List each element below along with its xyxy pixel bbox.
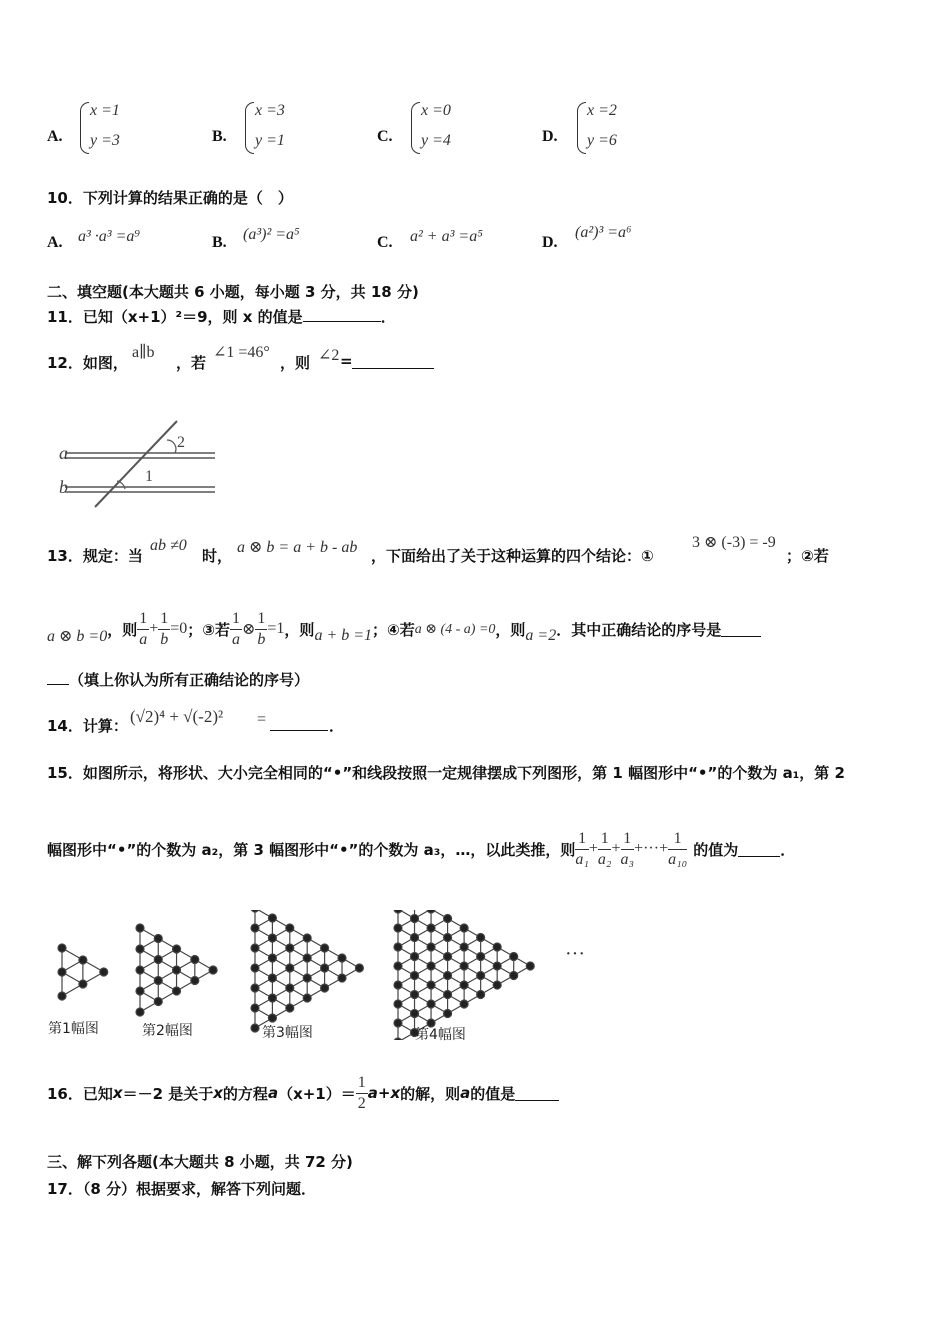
dot — [460, 962, 468, 970]
q13-conclusion-1: 3 ⊗ (-3) = -9 — [692, 534, 776, 551]
dot — [510, 972, 518, 980]
q13-line-2 — [47, 604, 761, 654]
dot-pattern-figure-2 — [136, 924, 217, 1016]
dot — [58, 968, 66, 976]
dot — [394, 1038, 402, 1040]
denominator: a — [231, 630, 240, 648]
q13-then-2: ，则 — [107, 620, 138, 639]
caption-figure-1: 第1幅图 — [48, 1021, 99, 1037]
caption-figure-3: 第3幅图 — [262, 1025, 313, 1041]
q9-option-b-brace — [245, 102, 254, 154]
q14-answer-blank[interactable] — [270, 716, 328, 731]
q16-var-x2: x — [213, 1084, 223, 1102]
q13-frac-2a — [230, 609, 242, 650]
dot — [321, 964, 329, 972]
dot — [427, 910, 435, 913]
dot — [303, 994, 311, 1002]
q10-option-a-expr: a³ ·a³ =a⁹ — [78, 228, 140, 245]
dot — [58, 944, 66, 952]
q14-pre: 14．计算： — [47, 717, 128, 735]
q13-cond-4: a ⊗ (4 - a) =0 — [414, 621, 496, 637]
q17: 17．（8 分）根据要求，解答下列问题． — [47, 1180, 317, 1198]
dot — [477, 934, 485, 942]
q13-result-4: a =2 — [525, 627, 557, 644]
dot — [510, 953, 518, 961]
q13-intro: ，下面给出了关于这种运算的四个结论：① — [371, 547, 654, 565]
denominator: a₁₀ — [668, 850, 688, 868]
dot — [136, 1008, 144, 1016]
q9-option-a-label: A. — [47, 128, 63, 145]
dot — [411, 1010, 419, 1018]
dot — [460, 924, 468, 932]
dot — [411, 972, 419, 980]
dot — [444, 915, 452, 923]
q9-option-b-eq2: y =1 — [255, 132, 285, 149]
dot — [444, 972, 452, 980]
q14-equals: = — [257, 711, 267, 728]
dot — [191, 977, 199, 985]
q9-option-a-eq1: x =1 — [90, 102, 120, 119]
q15-line-1: 15．如图所示，将形状、大小完全相同的“•”和线段按照一定规律摆成下列图形，第 1 幅图形中“•”的个数为 a₁，第 2 — [47, 764, 845, 782]
q12-parallel: a∥b — [132, 344, 155, 361]
dot — [268, 994, 276, 1002]
q16-solution-word: 的解，则 — [400, 1084, 461, 1103]
dot — [338, 974, 346, 982]
dot — [154, 956, 162, 964]
dot — [268, 934, 276, 942]
q16-pre: 16．已知 — [47, 1084, 113, 1103]
dot — [154, 998, 162, 1006]
dot — [173, 945, 181, 953]
q16-question: 的值是 — [470, 1084, 516, 1103]
q13-cond-3: =1 — [267, 620, 285, 637]
plus-sign: + — [149, 620, 159, 637]
label-angle-1: 1 — [145, 468, 153, 485]
q16-equation-rhs: a+x — [367, 1084, 401, 1102]
dot — [444, 1010, 452, 1018]
q12-pre: 12．如图， — [47, 354, 128, 372]
q15-question: 的值为 — [693, 840, 739, 859]
dot — [477, 953, 485, 961]
section-3-heading: 三、解下列各题(本大题共 8 小题，共 72 分) — [47, 1153, 353, 1171]
dot — [303, 934, 311, 942]
dot — [154, 977, 162, 985]
q9-option-c-eq1: x =0 — [421, 102, 451, 119]
q10-option-b-label: B. — [212, 234, 227, 251]
q9-option-b-eq1: x =3 — [255, 102, 285, 119]
q15-frac-3 — [621, 829, 635, 870]
q15-frac-2 — [598, 829, 612, 870]
denominator: a₃ — [620, 850, 635, 868]
dot — [100, 968, 108, 976]
dot — [136, 924, 144, 932]
dot — [394, 1000, 402, 1008]
q12-parallel-lines-figure — [55, 415, 220, 510]
numerator: 1 — [137, 609, 149, 630]
q9-option-c-eq2: y =4 — [421, 132, 451, 149]
dot — [251, 1004, 259, 1012]
dot — [286, 944, 294, 952]
dot — [355, 964, 363, 972]
denominator: a₂ — [597, 850, 612, 868]
q12-if: ，若 — [176, 354, 207, 372]
dot — [460, 1000, 468, 1008]
dot — [286, 984, 294, 992]
q16-equation-word: 的方程 — [222, 1084, 268, 1103]
q15-frac-1 — [575, 829, 589, 870]
numerator: 1 — [598, 829, 612, 850]
dot — [411, 934, 419, 942]
dot — [303, 974, 311, 982]
dot — [268, 914, 276, 922]
dot — [394, 924, 402, 932]
dot — [251, 964, 259, 972]
dot — [493, 943, 501, 951]
dot — [268, 954, 276, 962]
q13-condition: ab ≠0 — [150, 537, 187, 554]
label-b: b — [59, 477, 68, 497]
numerator: 1 — [668, 829, 687, 850]
dot — [394, 943, 402, 951]
q16 — [47, 1068, 559, 1118]
dot — [251, 910, 259, 912]
dot — [303, 954, 311, 962]
dot — [427, 943, 435, 951]
dot — [427, 924, 435, 932]
dot — [321, 944, 329, 952]
dot — [251, 1024, 259, 1032]
q15-frac-10 — [668, 829, 687, 870]
q16-var-x: x — [112, 1084, 123, 1102]
dot — [268, 974, 276, 982]
dot — [79, 980, 87, 988]
q13-if-2: ；②若 — [786, 547, 829, 565]
denominator: a₁ — [575, 850, 589, 868]
dot — [444, 991, 452, 999]
dot-pattern-figure-1 — [58, 944, 108, 1000]
figure-ellipsis: ··· — [565, 943, 585, 965]
dot — [173, 987, 181, 995]
q15-line-2: 幅图形中“•”的个数为 a₂，第 3 幅图形中“•”的个数为 a₃，…，以此类推，则 $\frac{1}{\text{a₁}}$ + $\frac{1}{\text{a₂}}$ + $\frac{1}{\text{a₃}}$ +···+ $\frac{1}{\text{a₁₀}}$ 的值为 ． — [47, 829, 796, 868]
dot — [136, 966, 144, 974]
q15-dot-pattern-figure — [40, 910, 620, 1040]
dot — [460, 943, 468, 951]
numerator: 1 — [575, 829, 589, 850]
numerator: 1 — [255, 609, 267, 630]
denominator: b — [257, 630, 266, 648]
q9-option-d-eq1: x =2 — [587, 102, 617, 119]
numerator: 1 — [621, 829, 635, 850]
q10-option-d-label: D. — [542, 234, 558, 251]
numerator: 1 — [356, 1073, 368, 1094]
q10-option-d-expr: (a²)³ =a⁶ — [575, 224, 632, 241]
numerator: 1 — [230, 609, 242, 630]
q15-answer-blank[interactable] — [738, 842, 780, 857]
q13-if-4: ；④若 — [372, 620, 415, 639]
dot — [411, 991, 419, 999]
caption-figure-2: 第2幅图 — [142, 1023, 193, 1039]
q12-equals: = — [340, 352, 353, 370]
dot — [427, 962, 435, 970]
q13-result-3: a + b =1 — [314, 627, 373, 644]
q14-end: ． — [329, 717, 345, 735]
q16-var-a2: a — [460, 1084, 471, 1102]
dot — [411, 953, 419, 961]
dot — [286, 924, 294, 932]
q13-answer-blank-cont[interactable] — [47, 670, 69, 685]
angle-2-arc — [167, 440, 176, 453]
q15-line-2-text: 幅图形中“•”的个数为 a₂，第 3 幅图形中“•”的个数为 a₃，…，以此类推，则 — [47, 840, 576, 859]
dot — [251, 944, 259, 952]
section-2-heading: 二、填空题(本大题共 6 小题，每小题 3 分，共 18 分) — [47, 283, 419, 301]
numerator: 1 — [158, 609, 170, 630]
q9-option-a-brace — [80, 102, 89, 154]
q11-end: ． — [380, 308, 396, 326]
q13-frac-1b — [158, 609, 170, 650]
q13-result-2: =0 — [170, 620, 188, 637]
q10-stem: 10．下列计算的结果正确的是（ ） — [47, 189, 293, 207]
q9-option-d-label: D. — [542, 128, 558, 145]
q16-value: ＝－2 是关于 — [122, 1084, 214, 1103]
dot — [477, 972, 485, 980]
q13-cond-2: a ⊗ b =0 — [47, 628, 108, 645]
dot — [477, 991, 485, 999]
q16-answer-blank[interactable] — [515, 1086, 559, 1101]
otimes-sign: ⊗ — [241, 621, 256, 638]
q9-option-c-brace — [411, 102, 420, 154]
dot — [394, 1019, 402, 1027]
q15-end: ． — [780, 840, 796, 859]
dot-pattern-figure-3 — [251, 910, 363, 1032]
label-angle-2: 2 — [177, 434, 185, 451]
transversal — [95, 421, 177, 507]
dot — [526, 962, 534, 970]
dot — [493, 962, 501, 970]
q9-option-a-eq2: y =3 — [90, 132, 120, 149]
dot — [338, 954, 346, 962]
dot — [444, 934, 452, 942]
dot — [286, 1004, 294, 1012]
q13-definition: a ⊗ b = a + b - ab — [237, 539, 358, 556]
q13-hint: （填上你认为所有正确结论的序号） — [69, 671, 310, 689]
dot — [136, 945, 144, 953]
q13-question: ．其中正确结论的序号是 — [556, 620, 722, 639]
dot — [427, 981, 435, 989]
q13-then-4: ，则 — [495, 620, 526, 639]
denominator: b — [160, 630, 169, 648]
q15-ellipsis-sum: +···+ — [634, 840, 669, 857]
q16-var-a: a — [267, 1084, 279, 1102]
dot — [268, 1014, 276, 1022]
denominator: a — [139, 630, 148, 648]
dot-pattern-figure-4 — [394, 910, 534, 1040]
dot — [209, 966, 217, 974]
q14-expression: (√2)⁴ + √(-2)² — [130, 707, 224, 726]
dot — [411, 915, 419, 923]
q10-option-c-label: C. — [377, 234, 393, 251]
q16-half — [356, 1073, 368, 1114]
denominator: 2 — [357, 1094, 366, 1112]
dot — [460, 981, 468, 989]
q10-option-b-expr: (a³)² =a⁵ — [243, 226, 300, 243]
q13-when: 时， — [202, 547, 233, 565]
q9-option-d-brace — [577, 102, 586, 154]
q13-line-3 — [47, 669, 309, 690]
dot — [394, 910, 402, 913]
q11-answer-blank[interactable] — [303, 307, 381, 322]
q13-frac-1a — [137, 609, 149, 650]
q9-option-d-eq2: y =6 — [587, 132, 617, 149]
dot — [191, 956, 199, 964]
dot — [286, 964, 294, 972]
dot — [173, 966, 181, 974]
q11 — [47, 306, 396, 327]
q11-text: 11．已知（x+1）²＝9，则 x 的值是 — [47, 308, 303, 326]
dot — [394, 962, 402, 970]
q10-option-c-expr: a² + a³ =a⁵ — [410, 228, 483, 245]
q12-answer-blank[interactable] — [352, 354, 434, 369]
dot — [58, 992, 66, 1000]
dot — [493, 981, 501, 989]
dot — [251, 984, 259, 992]
q10-option-a-label: A. — [47, 234, 63, 251]
q9-option-c-label: C. — [377, 128, 393, 145]
q12-then: ，则 — [280, 354, 311, 372]
dot — [321, 984, 329, 992]
label-a: a — [59, 443, 68, 463]
q13-then-3: ，则 — [284, 620, 315, 639]
q12-angle1-value: ∠1 =46° — [213, 344, 270, 361]
q13-frac-2b — [255, 609, 267, 650]
dot — [444, 953, 452, 961]
dot — [427, 1000, 435, 1008]
q12-angle2: ∠2 — [318, 347, 340, 364]
dot — [251, 924, 259, 932]
q13-if-3: ；③若 — [187, 620, 230, 639]
q13-pre: 13．规定：当 — [47, 547, 143, 565]
caption-figure-4: 第4幅图 — [415, 1027, 466, 1043]
q9-option-b-label: B. — [212, 128, 227, 145]
dot — [79, 956, 87, 964]
dot — [136, 987, 144, 995]
q16-equation: （x+1）＝ — [278, 1084, 356, 1103]
q13-answer-blank[interactable] — [721, 622, 761, 637]
dot — [394, 981, 402, 989]
dot — [154, 935, 162, 943]
